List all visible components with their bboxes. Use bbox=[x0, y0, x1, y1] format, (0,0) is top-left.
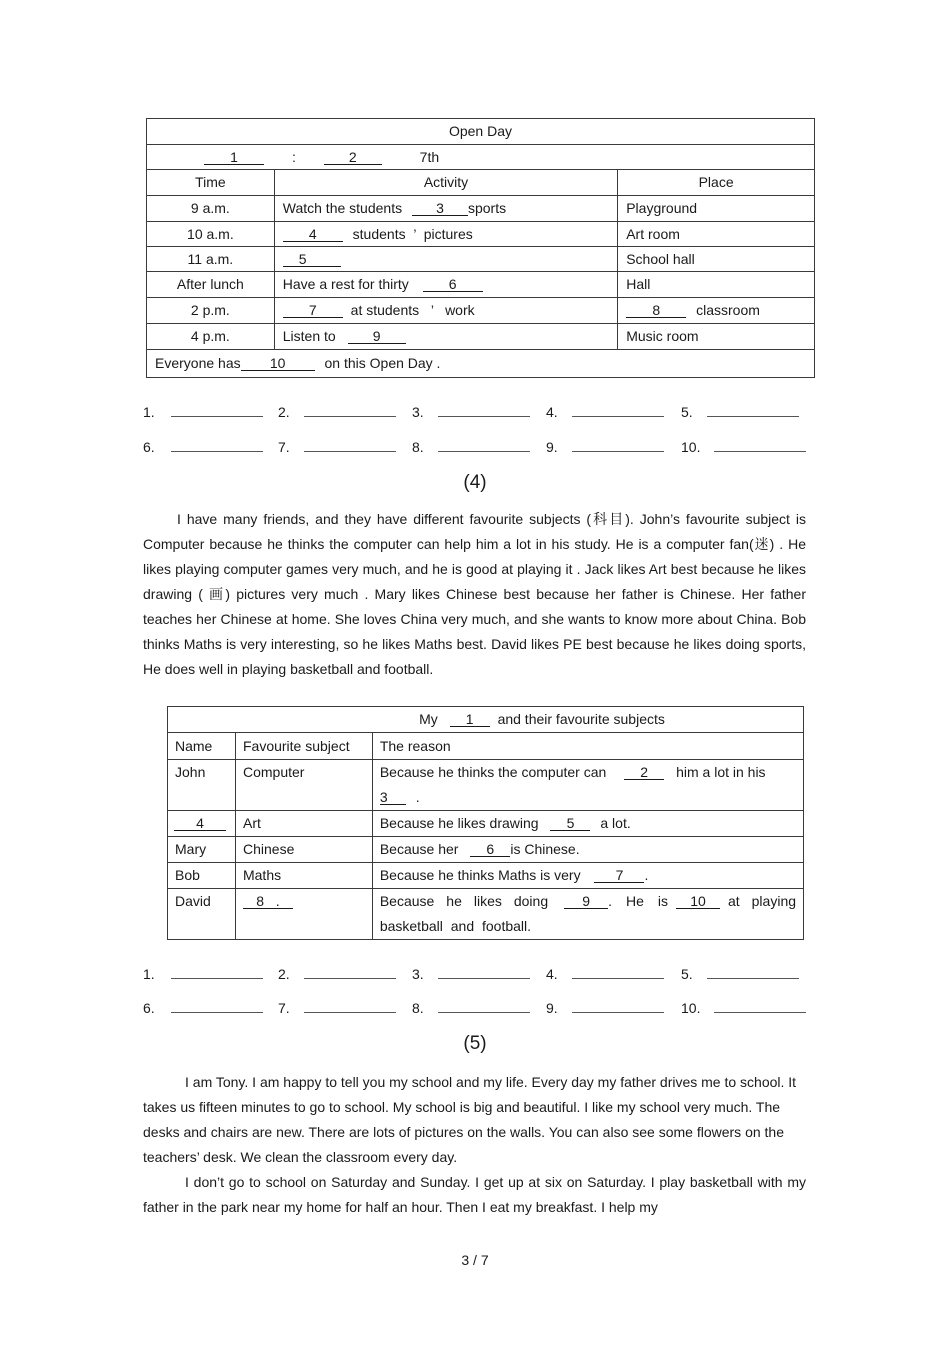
footer-text: on this Open Day . bbox=[324, 355, 441, 372]
blank-4[interactable]: 4 bbox=[283, 227, 343, 242]
answer-1[interactable]: 1. bbox=[143, 404, 263, 420]
passage-4-text: I have many friends, and they have different favourite subjects (科目). John’s favourite subject is Computer because he thinks the computer can help him a lot in his study. He is a computer fan(迷) . He likes playing computer games very much, and he is good at playing it . Jack likes Art best because he likes drawing ( 画) pictures very much . Mary likes Chinese best because her father is Chinese. Her father teaches her Chinese at home. She loves China very much, and she wants to know more about China. Bob thinks Maths is very interesting, so he likes Maths best. David likes PE best because he likes doing sports, He does well in playing basketball and football. bbox=[143, 511, 806, 677]
row-place: Art room bbox=[618, 222, 815, 247]
reason-text: Because he thinks the computer can bbox=[379, 764, 607, 780]
row-time: 2 p.m. bbox=[147, 298, 275, 324]
row-name: Mary bbox=[168, 837, 236, 863]
answer-3[interactable]: 3. bbox=[412, 966, 530, 982]
row-place: School hall bbox=[618, 247, 815, 272]
table-row bbox=[168, 760, 804, 811]
blank-10[interactable]: 10 bbox=[676, 894, 720, 909]
header-activity: Activity bbox=[274, 170, 617, 196]
answer-7[interactable]: 7. bbox=[278, 439, 396, 455]
section-heading-4: (4) bbox=[463, 472, 487, 493]
blank-3[interactable]: 3 bbox=[412, 201, 468, 216]
section-heading-5: (5) bbox=[463, 1033, 487, 1054]
row-reason bbox=[372, 863, 803, 889]
row-time: After lunch bbox=[147, 272, 275, 298]
footer-text: Everyone has bbox=[155, 355, 241, 372]
answer-4[interactable]: 4. bbox=[546, 966, 664, 982]
answer-2[interactable]: 2. bbox=[278, 966, 396, 982]
reason-text: Because he likes doing bbox=[379, 893, 549, 909]
page-indicator: 3 / 7 bbox=[461, 1252, 489, 1268]
row-activity bbox=[274, 298, 617, 324]
row-time: 10 a.m. bbox=[147, 222, 275, 247]
row-subject: Art bbox=[235, 811, 372, 837]
blank-2[interactable]: 2 bbox=[624, 765, 664, 780]
blank-3[interactable]: 3 bbox=[380, 790, 406, 805]
date-suffix: 7th bbox=[419, 148, 440, 165]
table-row bbox=[168, 811, 804, 837]
blank-7[interactable]: 7 bbox=[594, 868, 644, 883]
answer-4[interactable]: 4. bbox=[546, 404, 664, 420]
table-row bbox=[147, 222, 815, 247]
row-name: David bbox=[168, 889, 236, 940]
blank-8[interactable]: 8 bbox=[626, 303, 686, 318]
passage-5-paragraph-2: I don’t go to school on Saturday and Sunday. I get up at six on Saturday. I play basketball with my father in the park near my home for half an hour. Then I eat my breakfast. I help my bbox=[143, 1174, 806, 1215]
reason-text: . bbox=[415, 789, 420, 805]
answer-9[interactable]: 9. bbox=[546, 1000, 664, 1016]
blank-7[interactable]: 7 bbox=[283, 303, 343, 318]
header-place: Place bbox=[618, 170, 815, 196]
favourite-subjects-table bbox=[167, 706, 804, 940]
answer-5[interactable]: 5. bbox=[681, 404, 799, 420]
table-row bbox=[147, 196, 815, 222]
answer-8[interactable]: 8. bbox=[412, 1000, 530, 1016]
table-row bbox=[147, 298, 815, 324]
row-name: Bob bbox=[168, 863, 236, 889]
reason-text: is Chinese. bbox=[510, 841, 580, 857]
activity-text: at students ’ work bbox=[350, 302, 475, 319]
answer-3[interactable]: 3. bbox=[412, 404, 530, 420]
reason-text: a lot. bbox=[600, 815, 631, 831]
blank-9[interactable]: 9 bbox=[564, 894, 608, 909]
reason-text: . bbox=[644, 867, 649, 883]
open-day-table bbox=[146, 118, 815, 378]
row-place: Playground bbox=[618, 196, 815, 222]
row-time: 11 a.m. bbox=[147, 247, 275, 272]
row-subject: Chinese bbox=[235, 837, 372, 863]
table-title bbox=[168, 707, 804, 733]
reason-text: him a lot in his bbox=[676, 764, 766, 780]
table-row bbox=[147, 324, 815, 350]
row-reason bbox=[372, 837, 803, 863]
answer-7[interactable]: 7. bbox=[278, 1000, 396, 1016]
row-activity bbox=[274, 222, 617, 247]
row-reason bbox=[372, 811, 803, 837]
blank-4[interactable]: 4 bbox=[174, 816, 226, 831]
row-subject: Maths bbox=[235, 863, 372, 889]
activity-text: Listen to bbox=[282, 328, 336, 345]
activity-text: Watch the students bbox=[282, 200, 403, 217]
place-text: classroom bbox=[696, 302, 760, 319]
answer-6[interactable]: 6. bbox=[143, 439, 263, 455]
passage-5 bbox=[143, 1070, 806, 1220]
date-separator: : bbox=[291, 148, 296, 165]
blank-5[interactable]: 5 bbox=[550, 816, 590, 831]
header-reason: The reason bbox=[372, 733, 803, 760]
table-footer-row bbox=[147, 350, 815, 378]
table-row bbox=[147, 247, 815, 272]
row-activity bbox=[274, 247, 617, 272]
table-row bbox=[168, 889, 804, 940]
reason-text: Because he thinks Maths is very bbox=[379, 867, 581, 883]
title-text: and their favourite subjects bbox=[497, 711, 665, 727]
activity-text: Have a rest for thirty bbox=[282, 276, 409, 293]
blank-2[interactable]: 2 bbox=[324, 150, 382, 165]
table-row bbox=[168, 863, 804, 889]
row-reason bbox=[372, 889, 803, 940]
row-activity bbox=[274, 324, 617, 350]
blank-8[interactable]: 8 . bbox=[243, 894, 293, 909]
row-name: John bbox=[168, 760, 236, 811]
title-text: My bbox=[419, 711, 438, 727]
header-time: Time bbox=[147, 170, 275, 196]
row-name bbox=[168, 811, 236, 837]
answer-9[interactable]: 9. bbox=[546, 439, 664, 455]
row-activity bbox=[274, 196, 617, 222]
blank-6[interactable]: 6 bbox=[423, 277, 483, 292]
passage-4 bbox=[143, 507, 806, 682]
reason-text: Because he likes drawing bbox=[379, 815, 539, 831]
answer-2[interactable]: 2. bbox=[278, 404, 396, 420]
blank-9[interactable]: 9 bbox=[348, 329, 406, 344]
row-reason bbox=[372, 760, 803, 811]
reason-text: . He is bbox=[608, 893, 668, 909]
table-row bbox=[147, 272, 815, 298]
passage-5-paragraph-1: I am Tony. I am happy to tell you my school and my life. Every day my father drives me to school. It takes us fifteen minutes to go to school. My school is big and beautiful. I like my school very much. The desks and chairs are new. There are lots of pictures on the walls. You can also see some flowers on the teachers’ desk. We clean the classroom every day. bbox=[143, 1074, 797, 1165]
answer-10[interactable]: 10. bbox=[681, 439, 806, 455]
header-name: Name bbox=[168, 733, 236, 760]
row-time: 9 a.m. bbox=[147, 196, 275, 222]
answer-5[interactable]: 5. bbox=[681, 966, 799, 982]
answer-8[interactable]: 8. bbox=[412, 439, 530, 455]
footer-cell bbox=[147, 350, 815, 378]
reason-text: at playing basketball and football. bbox=[379, 893, 797, 934]
row-place: Hall bbox=[618, 272, 815, 298]
row-subject bbox=[235, 889, 372, 940]
reason-text: Because her bbox=[379, 841, 459, 857]
date-row bbox=[147, 145, 815, 170]
blank-6[interactable]: 6 bbox=[470, 842, 510, 857]
table-title: Open Day bbox=[147, 119, 815, 145]
row-subject: Computer bbox=[235, 760, 372, 811]
blank-10[interactable]: 10 bbox=[241, 356, 315, 371]
blank-1[interactable]: 1 bbox=[204, 150, 264, 165]
answer-1[interactable]: 1. bbox=[143, 966, 263, 982]
answer-10[interactable]: 10. bbox=[681, 1000, 806, 1016]
table-row bbox=[168, 837, 804, 863]
row-time: 4 p.m. bbox=[147, 324, 275, 350]
row-place bbox=[618, 298, 815, 324]
row-activity bbox=[274, 272, 617, 298]
answer-6[interactable]: 6. bbox=[143, 1000, 263, 1016]
blank-5[interactable]: 5 bbox=[283, 252, 341, 267]
blank-1[interactable]: 1 bbox=[450, 712, 490, 727]
header-subject: Favourite subject bbox=[235, 733, 372, 760]
row-place: Music room bbox=[618, 324, 815, 350]
activity-text: sports bbox=[467, 200, 507, 217]
activity-text: students ’ pictures bbox=[352, 225, 473, 242]
